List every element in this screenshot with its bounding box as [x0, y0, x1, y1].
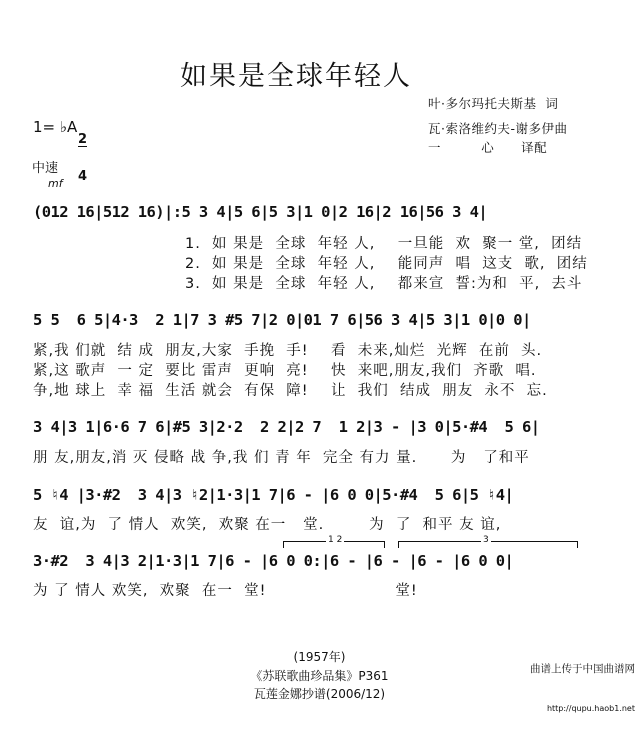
translator-credit: 一 心 译配 [428, 140, 548, 155]
lyric-line-1-verse-1: 1. 如 果是 全球 年轻 人, 一旦能 欢 聚一 堂, 团结 [185, 236, 583, 252]
second-ending-number: 3 [483, 535, 489, 545]
lyric-line-2-verse-1: 紧,我 们就 结 成 朋友,大家 手挽 手! 看 未来,灿烂 光辉 在前 头. [33, 343, 543, 359]
footer-source: 《苏联歌曲珍品集》P361 [250, 669, 389, 683]
lyric-line-1-verse-3: 3. 如 果是 全球 年轻 人, 都来宣 誓:为和 平, 去斗 [185, 276, 583, 292]
time-sig-top: 2 [78, 132, 88, 147]
notes-line-4: 5 ♮4 |3·#2 3 4|3 ♮2|1·3|1 7|6 - |6 0 0|5·#4 5 6|5 ♮4| [33, 486, 514, 504]
footer-year: (1957年) [293, 650, 346, 664]
lyric-line-5: 为 了 情人 欢笑, 欢聚 在一 堂! 堂! [33, 583, 418, 599]
lyric-line-1-verse-2: 2. 如 果是 全球 年轻 人, 能同声 唱 这支 歌, 团结 [185, 256, 588, 272]
first-ending-number: 1 2 [328, 535, 343, 545]
notes-line-3: 3 4|3 1|6·6 7 6|#5 3|2·2 2 2|2 7 1 2|3 - |3 0|5·#4 5 6| [33, 418, 540, 436]
lyricist-credit: 叶·多尔玛托夫斯基 词 [428, 96, 559, 111]
notes-line-1: (012 16|512 16)|:5 3 4|5 6|5 3|1 0|2 16|2 16|56 3 4| [33, 203, 488, 221]
watermark-line-1: 曲谱上传于中国曲谱网 [530, 663, 635, 675]
notes-line-2: 5 5 6 5|4·3 2 1|7 3 #5 7|2 0|01 7 6|56 3 4|5 3|1 0|0 0| [33, 311, 531, 329]
composer-credit: 瓦·索洛维约夫-谢多伊曲 [428, 121, 568, 136]
lyric-line-4: 友 谊,为 了 情人 欢笑, 欢聚 在一 堂. 为 了 和平 友 谊, [33, 517, 502, 533]
time-sig-bottom: 4 [78, 169, 88, 184]
watermark-line-2: http://qupu.haob1.net [546, 704, 635, 713]
song-title: 如果是全球年轻人 [180, 61, 412, 92]
footer-copyist: 瓦莲金娜抄谱(2006/12) [253, 687, 386, 701]
notes-line-5: 3·#2 3 4|3 2|1·3|1 7|6 - |6 0 0:|6 - |6 - |6 - |6 0 0| [33, 552, 514, 570]
watermark [530, 637, 635, 728]
lyric-line-2-verse-3: 争,地 球上 幸 福 生活 就会 有保 障! 让 我们 结成 朋友 永不 忘. [33, 383, 548, 399]
lyric-line-3: 朋 友,朋友,消 灭 侵略 战 争,我 们 青 年 完全 有力 量. 为 了和平 [33, 450, 530, 466]
dynamics-marking: mf [48, 177, 63, 190]
key-signature: 1= ♭A [33, 118, 78, 136]
time-signature [78, 110, 87, 195]
lyric-line-2-verse-2: 紧,这 歌声 一 定 要比 雷声 更响 亮! 快 来吧,朋友,我们 齐歌 唱. [33, 363, 537, 379]
tempo-marking: 中速 [32, 161, 59, 176]
